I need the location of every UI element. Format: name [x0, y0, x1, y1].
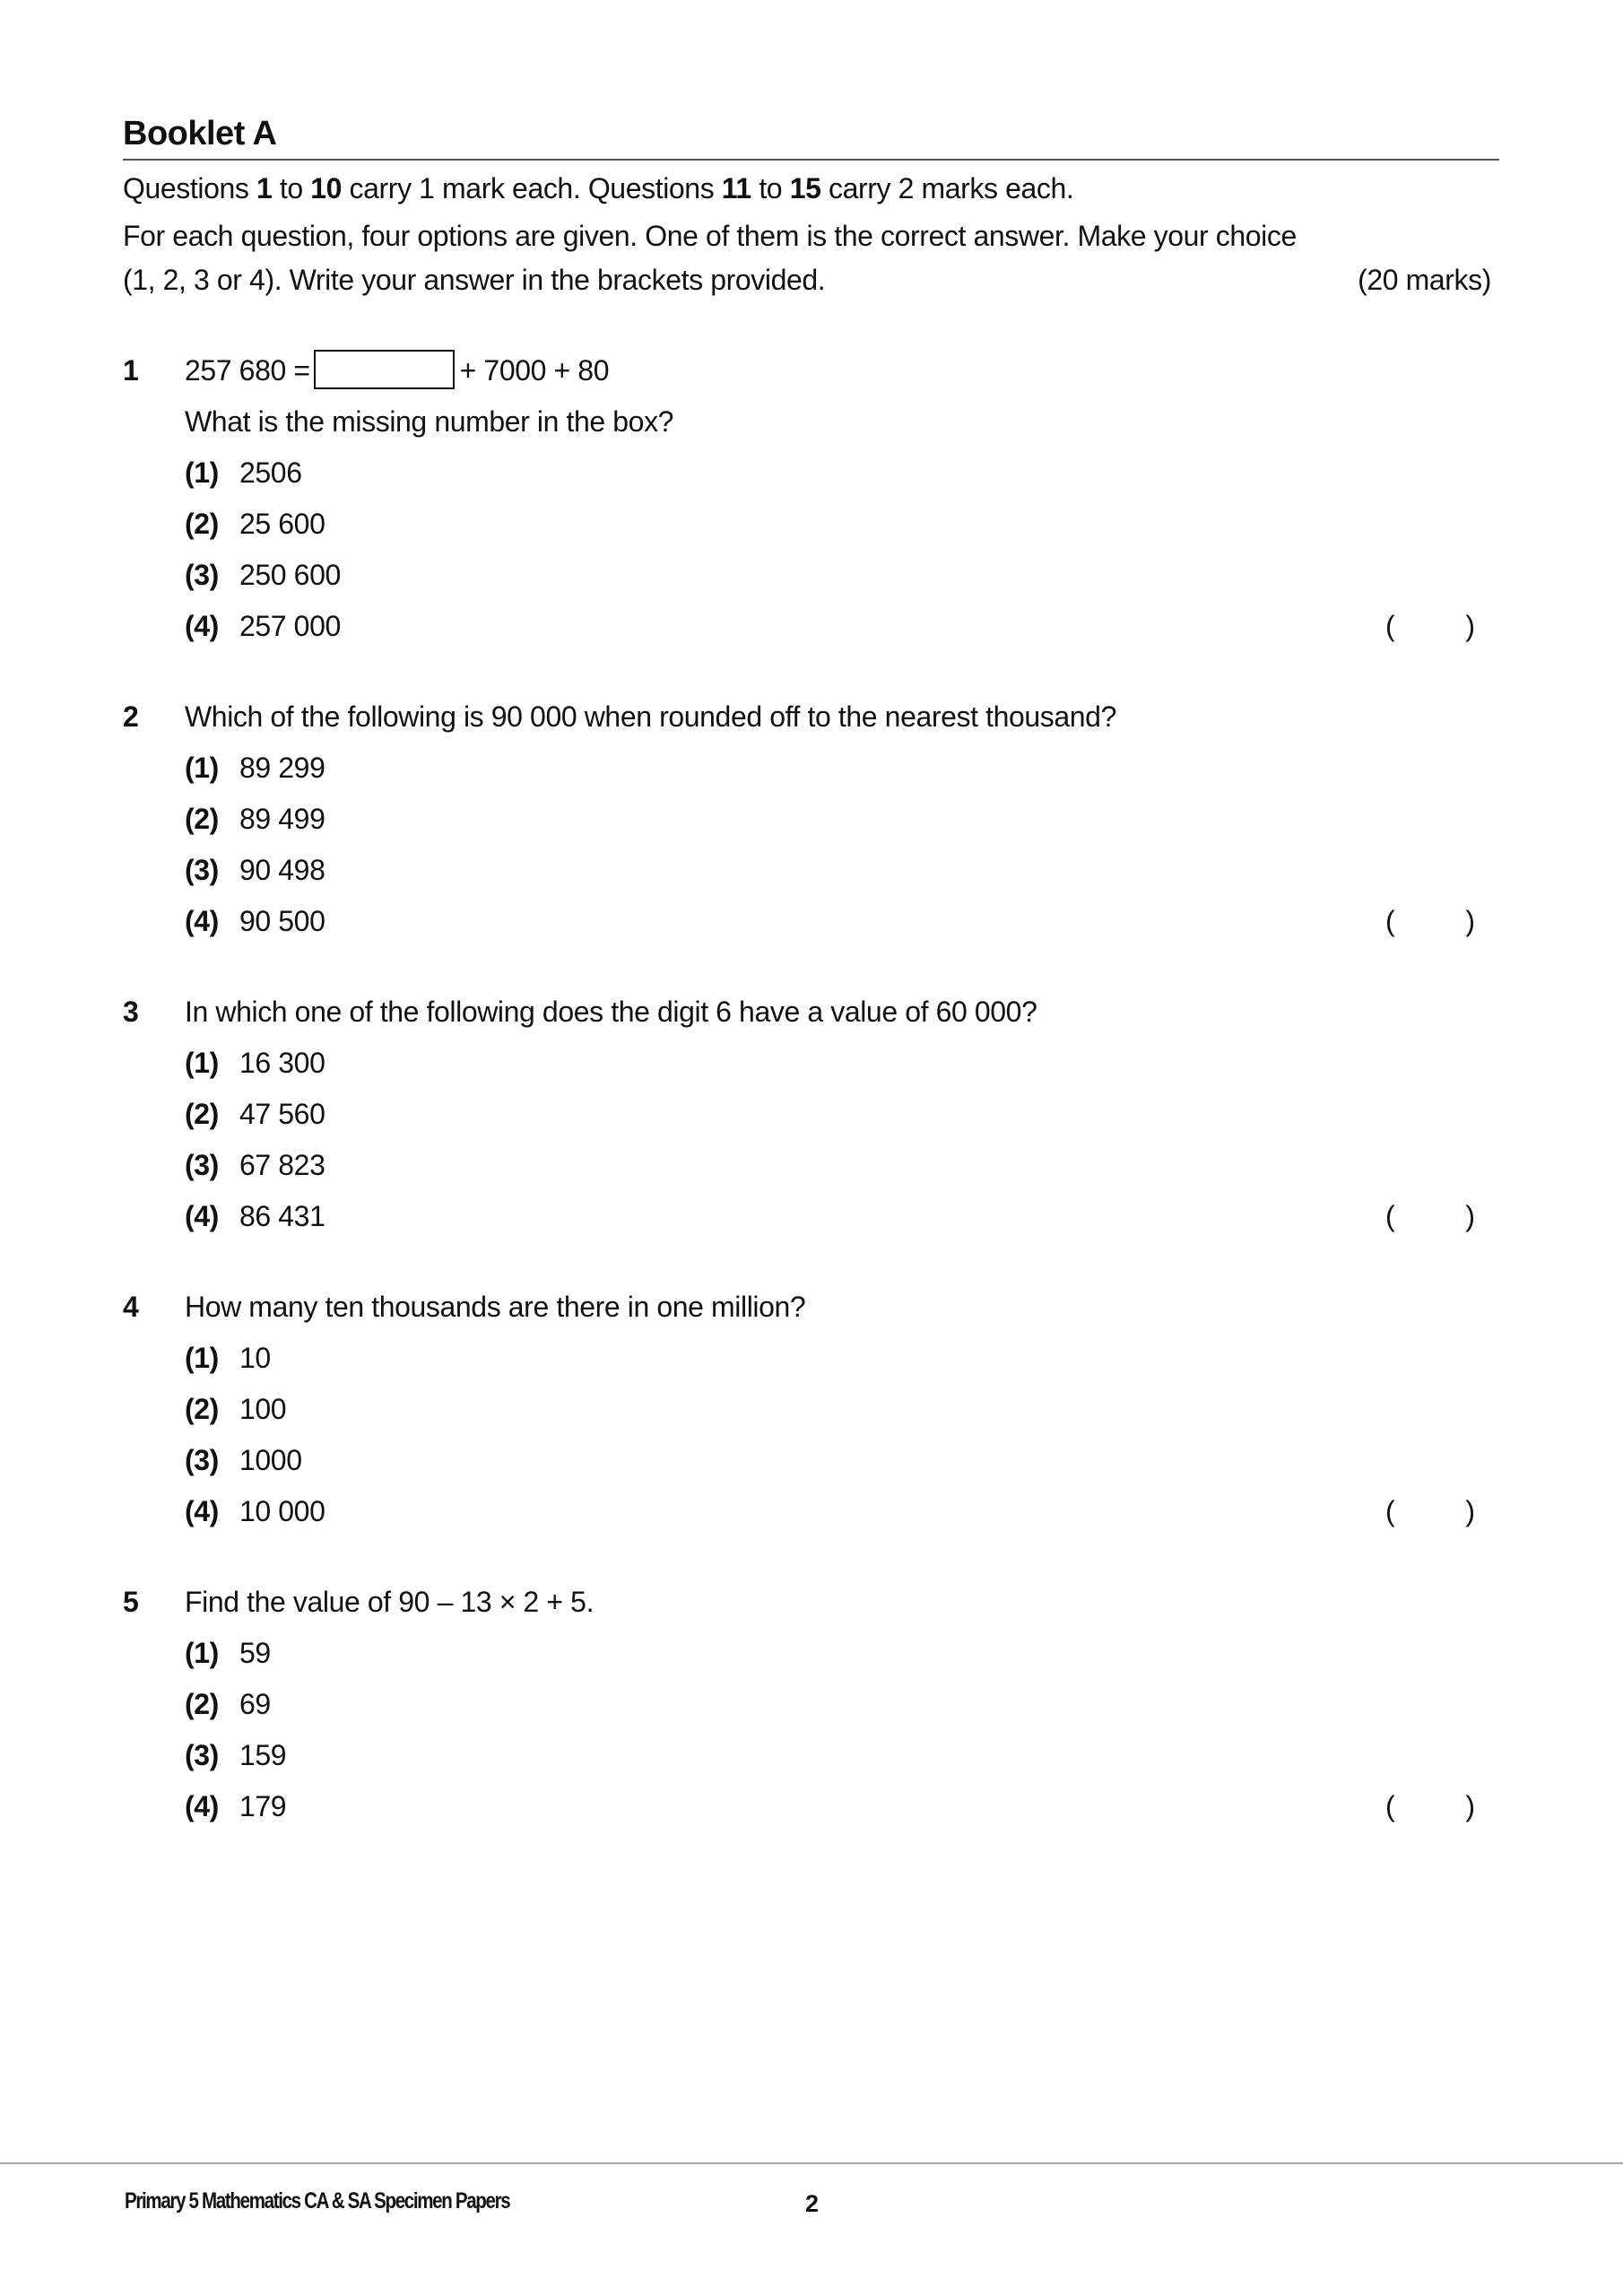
question-number: 1	[123, 354, 139, 387]
answer-brackets[interactable]	[1385, 1495, 1475, 1528]
page-number: 2	[805, 2190, 820, 2217]
option-value: 90 500	[239, 905, 325, 937]
option-2	[185, 1393, 286, 1426]
instr-text: to	[751, 172, 790, 204]
option-2	[185, 1098, 325, 1131]
option-label: (4)	[185, 1495, 219, 1527]
missing-number-box	[314, 350, 455, 389]
option-2	[185, 508, 325, 541]
option-label: (4)	[185, 905, 219, 937]
option-value: 10 000	[239, 1495, 325, 1527]
answer-brackets[interactable]	[1385, 1790, 1475, 1823]
close-bracket: )	[1465, 905, 1475, 937]
option-label: (3)	[185, 1739, 219, 1771]
close-bracket: )	[1465, 610, 1475, 642]
option-value: 89 299	[239, 752, 325, 784]
instructions-line-2: For each question, four options are given. One of them is the correct answer. Make your choice	[123, 220, 1297, 252]
open-bracket: (	[1385, 1200, 1395, 1232]
question-stem: How many ten thousands are there in one million?	[185, 1291, 806, 1323]
option-2	[185, 803, 325, 836]
option-value: 47 560	[239, 1098, 325, 1130]
option-value: 1000	[239, 1444, 302, 1476]
equation-right: + 7000 + 80	[459, 354, 610, 387]
option-label: (1)	[185, 752, 219, 784]
question-stem: In which one of the following does the digit 6 have a value of 60 000?	[185, 996, 1037, 1028]
open-bracket: (	[1385, 610, 1395, 642]
open-bracket: (	[1385, 1495, 1395, 1527]
close-bracket: )	[1465, 1200, 1475, 1232]
option-value: 16 300	[239, 1047, 325, 1079]
option-value: 10	[239, 1342, 271, 1374]
option-value: 90 498	[239, 854, 325, 886]
answer-brackets[interactable]	[1385, 1200, 1475, 1233]
option-3	[185, 854, 325, 887]
instructions-line-1	[123, 172, 1073, 205]
option-value: 179	[239, 1790, 287, 1822]
option-value: 89 499	[239, 803, 325, 835]
instr-text: carry 2 marks each.	[820, 172, 1074, 204]
option-label: (3)	[185, 1149, 219, 1181]
instr-text: to	[272, 172, 311, 204]
footer-divider	[0, 2162, 1623, 2164]
answer-brackets[interactable]	[1385, 610, 1475, 643]
option-label: (4)	[185, 610, 219, 642]
question-subtext: What is the missing number in the box?	[185, 405, 674, 438]
instr-text: Questions	[123, 172, 256, 204]
option-label: (4)	[185, 1200, 219, 1232]
option-1	[185, 1047, 325, 1080]
question-stem: Find the value of 90 – 13 × 2 + 5.	[185, 1586, 595, 1618]
answer-brackets[interactable]	[1385, 905, 1475, 938]
option-value: 2506	[239, 457, 302, 489]
option-4	[185, 610, 341, 643]
option-label: (3)	[185, 559, 219, 591]
option-3	[185, 1149, 325, 1182]
instr-bold: 10	[310, 172, 343, 204]
close-bracket: )	[1465, 1495, 1475, 1527]
close-bracket: )	[1465, 1790, 1475, 1822]
instr-bold: 1	[256, 172, 273, 204]
footer-book-title: Primary 5 Mathematics CA & SA Specimen Papers	[125, 2188, 510, 2213]
open-bracket: (	[1385, 1790, 1395, 1822]
option-label: (3)	[185, 1444, 219, 1476]
option-label: (4)	[185, 1790, 219, 1822]
option-label: (2)	[185, 1393, 219, 1425]
option-1	[185, 1637, 271, 1670]
option-value: 100	[239, 1393, 287, 1425]
option-label: (1)	[185, 457, 219, 489]
option-label: (2)	[185, 1098, 219, 1130]
option-value: 67 823	[239, 1149, 325, 1181]
question-stem	[185, 354, 609, 389]
option-4	[185, 1790, 286, 1823]
option-value: 69	[239, 1688, 271, 1720]
option-4	[185, 1495, 325, 1528]
option-3	[185, 1444, 302, 1477]
option-3	[185, 1739, 286, 1772]
option-value: 257 000	[239, 610, 341, 642]
question-stem: Which of the following is 90 000 when rounded off to the nearest thousand?	[185, 700, 1116, 733]
question-number: 5	[123, 1586, 139, 1618]
instr-bold: 15	[789, 172, 821, 204]
total-marks: (20 marks)	[1358, 264, 1491, 296]
option-value: 86 431	[239, 1200, 325, 1232]
equation-left: 257 680 =	[185, 354, 310, 387]
option-label: (2)	[185, 1688, 219, 1720]
header-divider	[123, 159, 1499, 161]
option-4	[185, 1200, 325, 1233]
option-value: 59	[239, 1637, 271, 1669]
option-4	[185, 905, 325, 938]
question-number: 3	[123, 996, 139, 1028]
option-label: (1)	[185, 1047, 219, 1079]
open-bracket: (	[1385, 905, 1395, 937]
option-label: (2)	[185, 508, 219, 540]
option-label: (2)	[185, 803, 219, 835]
option-value: 250 600	[239, 559, 341, 591]
booklet-title: Booklet A	[123, 115, 277, 152]
instr-text: carry 1 mark each. Questions	[342, 172, 722, 204]
question-number: 4	[123, 1291, 139, 1323]
option-value: 159	[239, 1739, 287, 1771]
option-label: (1)	[185, 1342, 219, 1374]
option-label: (3)	[185, 854, 219, 886]
instr-bold: 11	[721, 172, 751, 204]
option-1	[185, 1342, 271, 1375]
option-2	[185, 1688, 271, 1721]
option-label: (1)	[185, 1637, 219, 1669]
option-1	[185, 457, 302, 490]
instructions-line-3: (1, 2, 3 or 4). Write your answer in the brackets provided.	[123, 264, 826, 296]
question-number: 2	[123, 700, 139, 733]
option-3	[185, 559, 341, 592]
option-1	[185, 752, 325, 785]
option-value: 25 600	[239, 508, 325, 540]
